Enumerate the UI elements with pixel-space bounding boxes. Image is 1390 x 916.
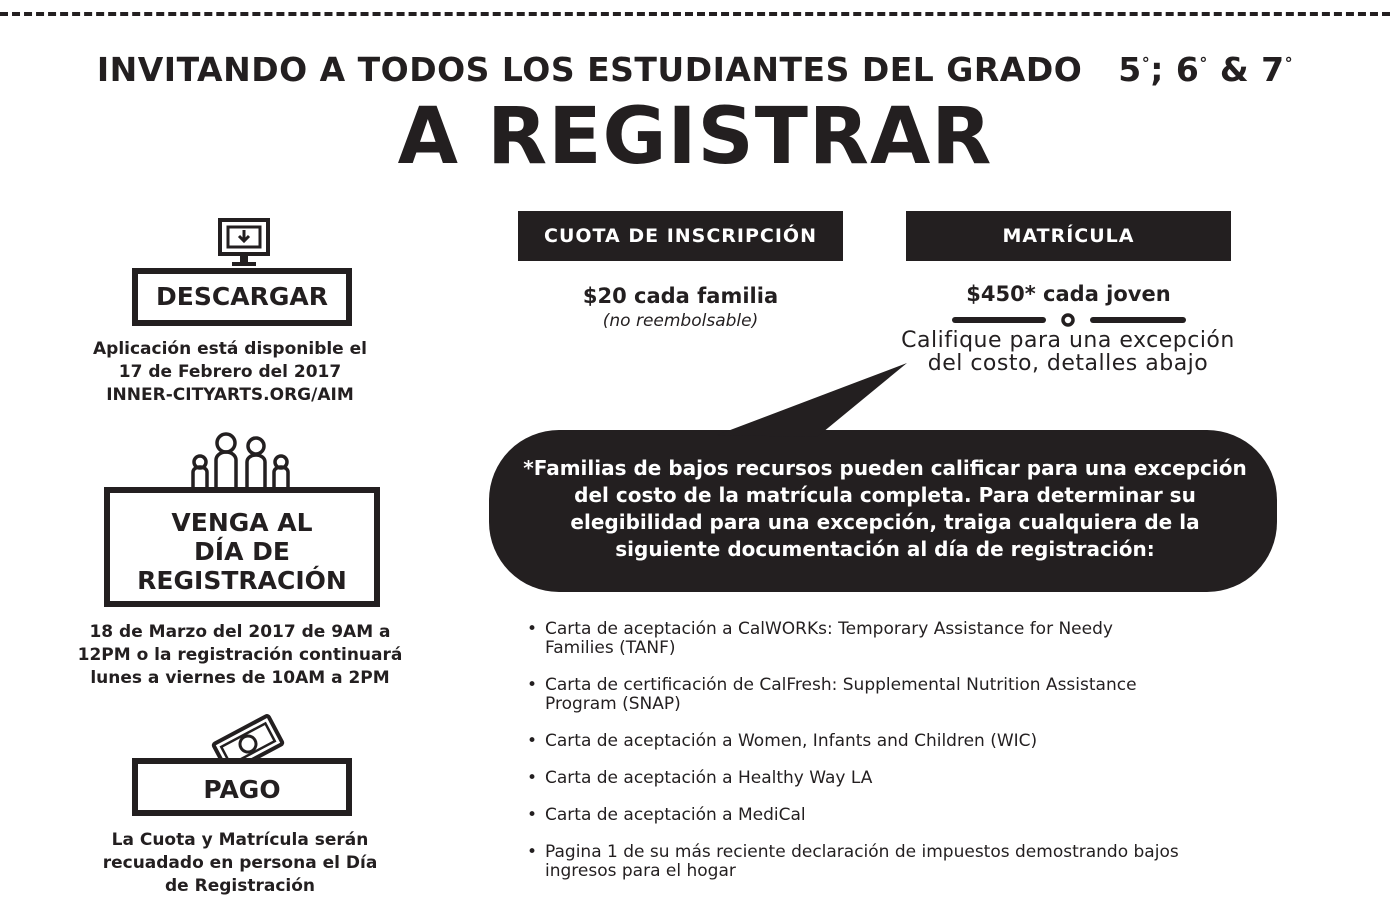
qualify-line-1: Califique para una excepción	[901, 328, 1235, 353]
bubble-line-4: siguiente documentación al día de registración:	[615, 537, 1155, 561]
bubble-line-1: *Familias de bajos recursos pueden calificar para una excepción	[523, 456, 1247, 480]
tuition-header	[906, 211, 1231, 261]
download-label: DESCARGAR	[156, 282, 328, 311]
pay-line-1: La Cuota y Matrícula serán	[111, 830, 369, 850]
invite-text: INVITANDO A TODOS LOS ESTUDIANTES DEL GRADO	[96, 50, 1083, 89]
registration-fee-note: (no reembolsable)	[602, 311, 759, 331]
list-item	[527, 843, 1247, 881]
doc-line: Carta de aceptación a CalWORKs: Temporary Assistance for Needy	[545, 619, 1113, 639]
dashed-cut-line	[0, 12, 1390, 16]
payment-details	[60, 829, 420, 898]
doc-line: ingresos para el hogar	[545, 861, 736, 881]
download-line-2: 17 de Febrero del 2017	[118, 362, 342, 382]
qualify-line-2: del costo, detalles abajo	[927, 351, 1209, 376]
family-icon	[188, 432, 292, 490]
bullet: •	[527, 842, 538, 862]
grade-7: & 7	[1219, 50, 1285, 89]
bullet: •	[527, 731, 538, 751]
grade-5: 5	[1118, 50, 1142, 89]
page-title: A REGISTRAR	[397, 92, 993, 182]
computer-download-icon	[218, 218, 270, 268]
tuition-amount: $450* cada joven	[966, 282, 1171, 306]
list-item	[527, 620, 1247, 658]
degree-mark: °	[1199, 54, 1208, 73]
come-line-1: 18 de Marzo del 2017 de 9AM a	[89, 622, 391, 642]
list-item	[527, 769, 1247, 788]
come-label-3: REGISTRACIÓN	[137, 566, 347, 595]
divider-ornament	[950, 310, 1190, 330]
registration-fee-header	[518, 211, 843, 261]
download-link-text: INNER-CITYARTS.ORG/AIM	[106, 385, 354, 405]
fee-waiver-explanation	[505, 455, 1265, 563]
bullet: •	[527, 805, 538, 825]
doc-line: Pagina 1 de su más reciente declaración de impuestos demostrando bajos	[545, 842, 1179, 862]
download-step-box	[132, 268, 352, 326]
invite-heading	[0, 50, 1390, 89]
doc-line: Carta de aceptación a Healthy Way LA	[545, 768, 873, 788]
doc-line: Carta de aceptación a Women, Infants and Children (WIC)	[545, 731, 1038, 751]
doc-line: Carta de aceptación a MediCal	[545, 805, 806, 825]
bullet: •	[527, 675, 538, 695]
payment-label: PAGO	[203, 775, 281, 804]
payment-step-box	[132, 758, 352, 816]
degree-mark: °	[1141, 54, 1151, 73]
bullet: •	[527, 619, 538, 639]
registration-day-step-box	[104, 487, 380, 607]
come-label-1: VENGA AL	[171, 508, 313, 537]
doc-line: Program (SNAP)	[545, 694, 681, 714]
come-line-2: 12PM o la registración continuará	[77, 645, 403, 665]
list-item	[527, 806, 1247, 825]
download-details	[60, 338, 400, 407]
required-documents-list	[527, 620, 1247, 899]
list-item	[527, 676, 1247, 714]
registration-fee-header-text: CUOTA DE INSCRIPCIÓN	[544, 225, 817, 247]
grade-6: ; 6	[1150, 50, 1200, 89]
degree-mark: °	[1284, 54, 1294, 73]
money-deposit-icon	[205, 714, 291, 764]
download-line-1: Aplicación está disponible el	[93, 339, 367, 359]
doc-line: Carta de certificación de CalFresh: Supplemental Nutrition Assistance	[545, 675, 1137, 695]
registration-fee-amount: $20 cada familia	[582, 284, 779, 308]
pay-line-2: recuadado en persona el Día	[102, 853, 378, 873]
pay-line-3: de Registración	[164, 876, 316, 896]
come-label-2: DÍA DE	[194, 537, 290, 566]
doc-line: Families (TANF)	[545, 638, 676, 658]
registration-day-details	[60, 621, 420, 690]
come-line-3: lunes a viernes de 10AM a 2PM	[90, 668, 390, 688]
tuition-header-text: MATRÍCULA	[1002, 225, 1135, 247]
list-item	[527, 732, 1247, 751]
bubble-line-3: elegibilidad para una excepción, traiga cualquiera de la	[570, 510, 1200, 534]
bullet: •	[527, 768, 538, 788]
bubble-line-2: del costo de la matrícula completa. Para determinar su	[574, 483, 1196, 507]
